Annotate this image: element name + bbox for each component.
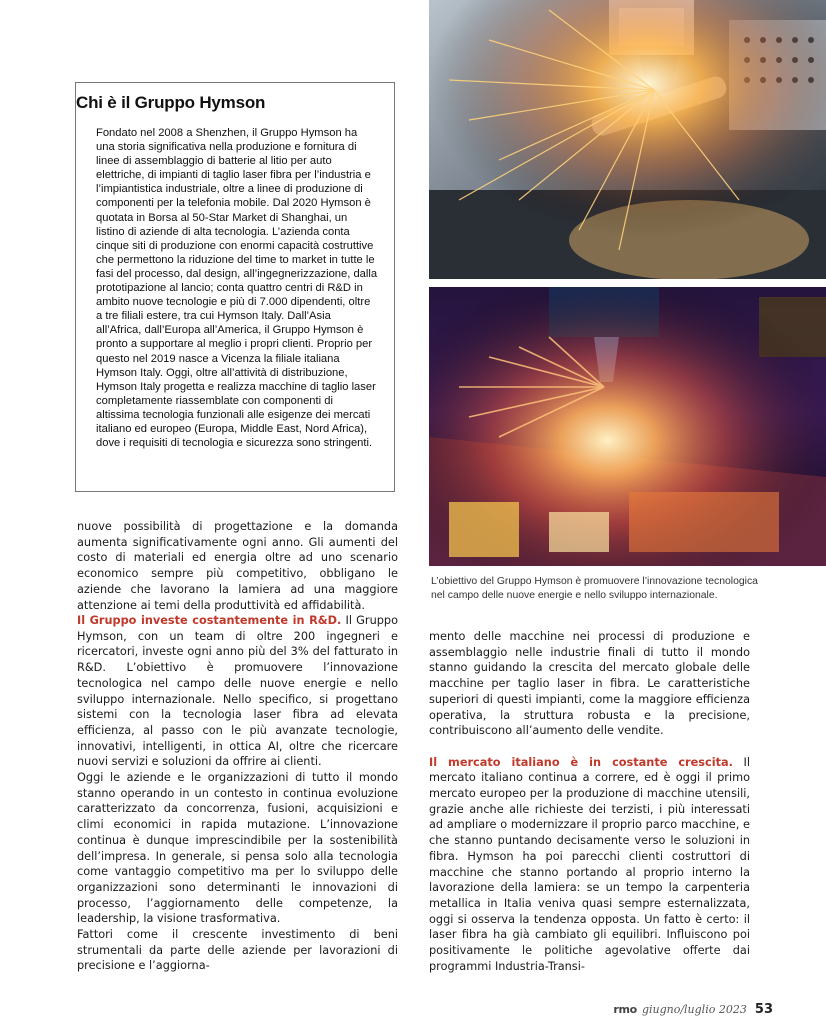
lead-rd: Il Gruppo investe costantemente in R&D. [77,614,342,627]
laser-head-sparks-photo [429,0,826,279]
laser-cutting-sheet-photo [429,287,826,566]
sidebar-title: Chi è il Gruppo Hymson [76,93,266,112]
paragraph-intro: nuove possibilità di progettazione e la domanda aumenta significativamente ogni anno. Gli aumenti del costo di materiali ed energia oltre ad uno scenario economico sempre più competitivo, obbligano le aziende che lavorano la lamiera ad una maggiore attenzione ai temi della produttività ed affidabilità. [77,520,398,612]
page-number: 53 [754,1002,773,1017]
article-left-column [77,613,398,974]
paragraph-rd-text: Il Gruppo Hymson, con un team di oltre 200 ingegneri e ricercatori, investe ogni anno più del 3% del fatturato in R&D. L’obiettivo è promuovere l’innovazione tecnologica nel campo delle nuove energie e nello sviluppo internazionale. Nello specifico, si progettano sistemi con la tecnologia laser fibra ad elevata efficienza, al passo con le più avanzate tecnologie, innovativi, intelligenti, in ottica AI, oltre che ricercare nuovi servizi e soluzioni da offrire ai clienti. [77,614,398,769]
paragraph-rd [77,613,398,770]
paragraph-market-growth: mento delle macchine nei processi di produzione e assemblaggio nelle industrie finali di tutto il mondo stanno guidando la crescita del mercato globale delle macchine per taglio laser in fibra. Le caratteristiche superiori di questi impianti, come la maggiore efficienza operativa, la struttura robusta e la precisione, contribuiscono all’aumento delle vendite. [429,630,750,738]
paragraph-context: Oggi le aziende e le organizzazioni di tutto il mondo stanno operando in un contesto in continua evoluzione caratterizzato da concorrenza, fusioni, acquisizioni e climi economici in rapida mutazione. L’innovazione continua è dunque imprescindibile per la sostenibilità dell’impresa. In generale, si pensa solo alla tecnologia come vantaggio competitivo ma per lo sviluppo delle organizzazioni sono determinanti le innovazioni di processo, l’aggiornamento delle competenze, la leadership, la visione trasformativa. [77,771,398,926]
lead-italian-market: Il mercato italiano è in costante crescita. [429,755,733,769]
article-intro [77,519,398,613]
paragraph-italian-market [429,755,750,975]
sidebar-text: Fondato nel 2008 a Shenzhen, il Gruppo Hymson ha una storia significativa nella produzione e fornitura di linee di assemblaggio di batterie al litio per auto elettriche, di impianti di taglio laser fibra per l’industria e l’impiantistica industriale, oltre a linee di produzione di componenti per la telefonia mobile. Dal 2020 Hymson è quotata in Borsa al 50-Star Market di Shanghai, un listino di aziende di alta tecnologia. L’azienda conta cinque siti di produzione con enormi capacità costruttive che permettono la riduzione del time to market in tutte le fasi del processo, dal design, all’ingegnerizzazione, dalla prototipazione al lancio; conta quattro centri di R&D in ambito nuove tecnologie e più di 7.000 dipendenti, oltre a tre filiali estere, tra cui Hymson Italy. Dall’Asia all’Africa, dall’Europa all’America, il Gruppo Hymson è pronto a supportare al meglio i propri clienti. Proprio per questo nel 2019 nasce a Vicenza la filiale italiana Hymson Italy. Oggi, oltre all’attività di distribuzione, Hymson Italy progetta e realizza macchine di taglio laser completamente riassemblate con componenti di altissima tecnologia funzionali alle esigenze dei mercati italiano ed europeo (Europa, Middle East, Nord Africa), dove i requisiti di tecnologia e sicurezza sono stringenti. [96,127,378,450]
paragraph-factors: Fattori come il crescente investimento di beni strumentali da parte delle aziende per lavorazioni di precisione e l’aggiorna- [77,928,398,973]
sidebar-box [75,82,395,492]
photo-caption: L’obiettivo del Gruppo Hymson è promuovere l’innovazione tecnologica nel campo delle nuove energie e nello sviluppo internazionale. [431,576,758,601]
magazine-name: rmo [613,1003,637,1016]
article-right-column [429,629,750,974]
page-footer [613,1002,773,1017]
paragraph-italian-market-text: Il mercato italiano continua a correre, ed è oggi il primo mercato europeo per la produzione di macchine utensili, grazie anche alle richieste dei terzisti, i più interessati ad ampliare o modernizzare il proprio parco macchine, e che stanno puntando decisamente verso le soluzioni in fibra. Hymson ha poi parecchi clienti costruttori di macchine che stanno portando al proprio interno la lavorazione della lamiera: se un tempo la carpenteria metallica in Italia veniva quasi sempre esternalizzata, oggi si osserva la tendenza opposta. Un fatto è certo: il laser fibra ha già cambiato gli equilibri. Influiscono poi positivamente le politiche agevolative offerte dai programmi Industria-Transi- [429,755,750,973]
issue-date: giugno/luglio 2023 [641,1003,747,1016]
